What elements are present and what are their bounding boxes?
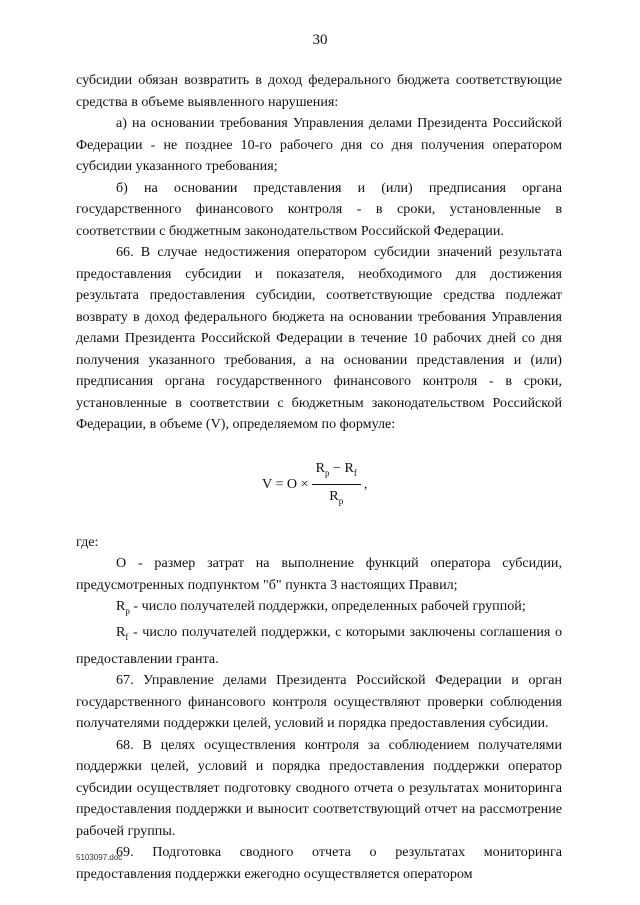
paragraph: а) на основании требования Управления делами Президента Российской Федерации - не позднее 10-го рабочего дня со дня получения оператором субсидии указанного требования; <box>76 115 562 174</box>
paragraph: б) на основании представления и (или) предписания органа государственного финансового контроля - в сроки, установленные в соответствии с бюджетным законодательством Российской Федерации. <box>76 179 562 239</box>
paragraph: 67. Управление делами Президента Российской Федерации и орган государственного финансового контроля осуществляют проверки соблюдения получателями поддержки целей, условий и порядка предоставления субсидии. <box>76 672 562 732</box>
legend-item: $R_f$ - число получателей поддержки, с которыми заключены соглашения о предоставлении гранта. <box>76 624 562 667</box>
formula-tail: , <box>363 475 368 492</box>
formula <box>76 460 562 510</box>
formula-lhs: V = O × <box>262 475 309 492</box>
legend-item: $R_p$ - число получателей поддержки, определенных рабочей группой; <box>116 598 526 616</box>
paragraph: 66. В случае недостижения оператором субсидии значений результата предоставления субсидии и показателя, необходимого для достижения результата предоставления субсидии, соответствующие средства подлежат возврату в доход федерального бюджета на основании требования Управления делами Президента Российской Федерации в течение 10 рабочих дней со дня получения указанного требования, а на основании представления и (или) предписания органа государственного финансового контроля - в сроки, установленные в соответствии с бюджетным законодательством Российской Федерации, в объеме (V), определяемом по формуле: <box>76 244 562 432</box>
document-body <box>76 70 562 885</box>
page-number: 30 <box>312 32 328 48</box>
paragraph: 69. Подготовка сводного отчета о результатах мониторинга предоставления поддержки ежегодно осуществляется оператором <box>76 844 562 882</box>
paragraph: 68. В целях осуществления контроля за соблюдением получателями поддержки целей, условий и порядка предоставления поддержки оператор субсидии осуществляет подготовку сводного отчета о результатах мониторинга предоставления поддержки и выносит соответствующий отчет на рассмотрение рабочей группы. <box>76 736 562 839</box>
footer-doc-id: 5103097.doc <box>76 853 123 862</box>
formula-numerator: $R_p - R_f$ <box>312 459 361 485</box>
formula-fraction <box>312 459 361 510</box>
paragraph: субсидии обязан возвратить в доход федерального бюджета соответствующие средства в объеме выявленного нарушения: <box>76 72 562 110</box>
formula-denominator: $R_p$ <box>329 488 344 506</box>
legend-where: где: <box>76 533 99 550</box>
legend-item: O - размер затрат на выполнение функций оператора субсидии, предусмотренных подпунктом "б" пункта 3 настоящих Правил; <box>76 555 562 593</box>
